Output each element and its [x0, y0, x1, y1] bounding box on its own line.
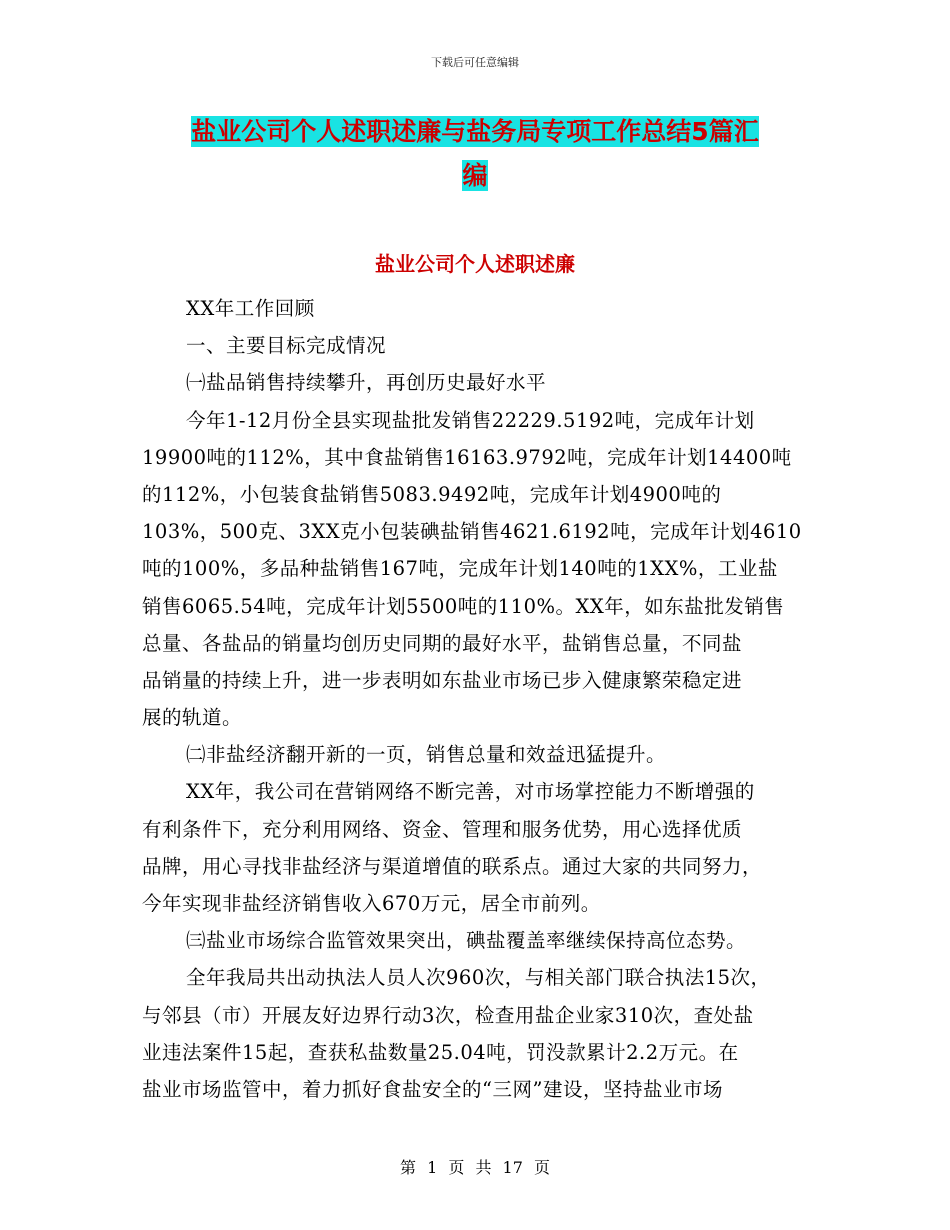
paragraph-line: XX年，我公司在营销网络不断完善，对市场掌控能力不断增强的 — [186, 780, 755, 804]
page-header-note: 下载后可任意编辑 — [431, 56, 519, 69]
paragraph-line: 业违法案件15起，查获私盐数量25.04吨，罚没款累计2.2万元。在 — [142, 1040, 739, 1064]
paragraph-line: 销售6065.54吨，完成年计划5500吨的110%。XX年，如东盐批发销售 — [142, 594, 785, 618]
document-title-line-1: 盐业公司个人述职述廉与盐务局专项工作总结5篇汇 — [191, 117, 759, 146]
paragraph-line: 一、主要目标完成情况 — [186, 334, 387, 358]
paragraph-line: 的112%，小包装食盐销售5083.9492吨，完成年计划4900吨的 — [142, 482, 722, 506]
paragraph-line: ㈢盐业市场综合监管效果突出，碘盐覆盖率继续保持高位态势。 — [186, 929, 747, 953]
paragraph-line: ㈡非盐经济翻开新的一页，销售总量和效益迅猛提升。 — [186, 743, 667, 767]
paragraph-line: 今年1-12月份全县实现盐批发销售22229.5192吨，完成年计划 — [186, 408, 755, 432]
paragraph-line: 今年实现非盐经济销售收入670万元，居全市前列。 — [142, 892, 601, 915]
document-title-line-2: 编 — [462, 161, 488, 190]
paragraph-line: 品销量的持续上升，进一步表明如东盐业市场已步入健康繁荣稳定进 — [142, 668, 743, 692]
paragraph-line: ㈠盐品销售持续攀升，再创历史最好水平 — [186, 371, 547, 395]
paragraph-line: XX年工作回顾 — [186, 297, 315, 320]
page-footer: 第 1 页 共 17 页 — [400, 1158, 550, 1177]
paragraph-line: 与邻县（市）开展友好边界行动3次，检查用盐企业家310次，查处盐 — [142, 1003, 754, 1027]
document-title — [150, 110, 800, 198]
body-text — [142, 290, 822, 1108]
paragraph-line: 展的轨道。 — [142, 706, 243, 730]
paragraph-line: 有利条件下，充分利用网络、资金、管理和服务优势，用心选择优质 — [142, 817, 743, 841]
section-heading: 盐业公司个人述职述廉 — [375, 252, 575, 276]
paragraph-line: 盐业市场监管中，着力抓好食盐安全的“三网”建设，坚持盐业市场 — [142, 1077, 723, 1101]
paragraph-line: 103%，500克、3XX克小包装碘盐销售4621.6192吨，完成年计划4610 — [142, 520, 802, 544]
paragraph-line: 品牌，用心寻找非盐经济与渠道增值的联系点。通过大家的共同努力， — [142, 854, 763, 878]
paragraph-line: 吨的100%，多品种盐销售167吨，完成年计划140吨的1XX%，工业盐 — [142, 557, 778, 581]
paragraph-line: 总量、各盐品的销量均创历史同期的最好水平，盐销售总量，不同盐 — [142, 631, 743, 655]
paragraph-line: 19900吨的112%，其中食盐销售16163.9792吨，完成年计划14400吨 — [142, 445, 792, 469]
paragraph-line: 全年我局共出动执法人员人次960次，与相关部门联合执法15次， — [186, 966, 771, 990]
